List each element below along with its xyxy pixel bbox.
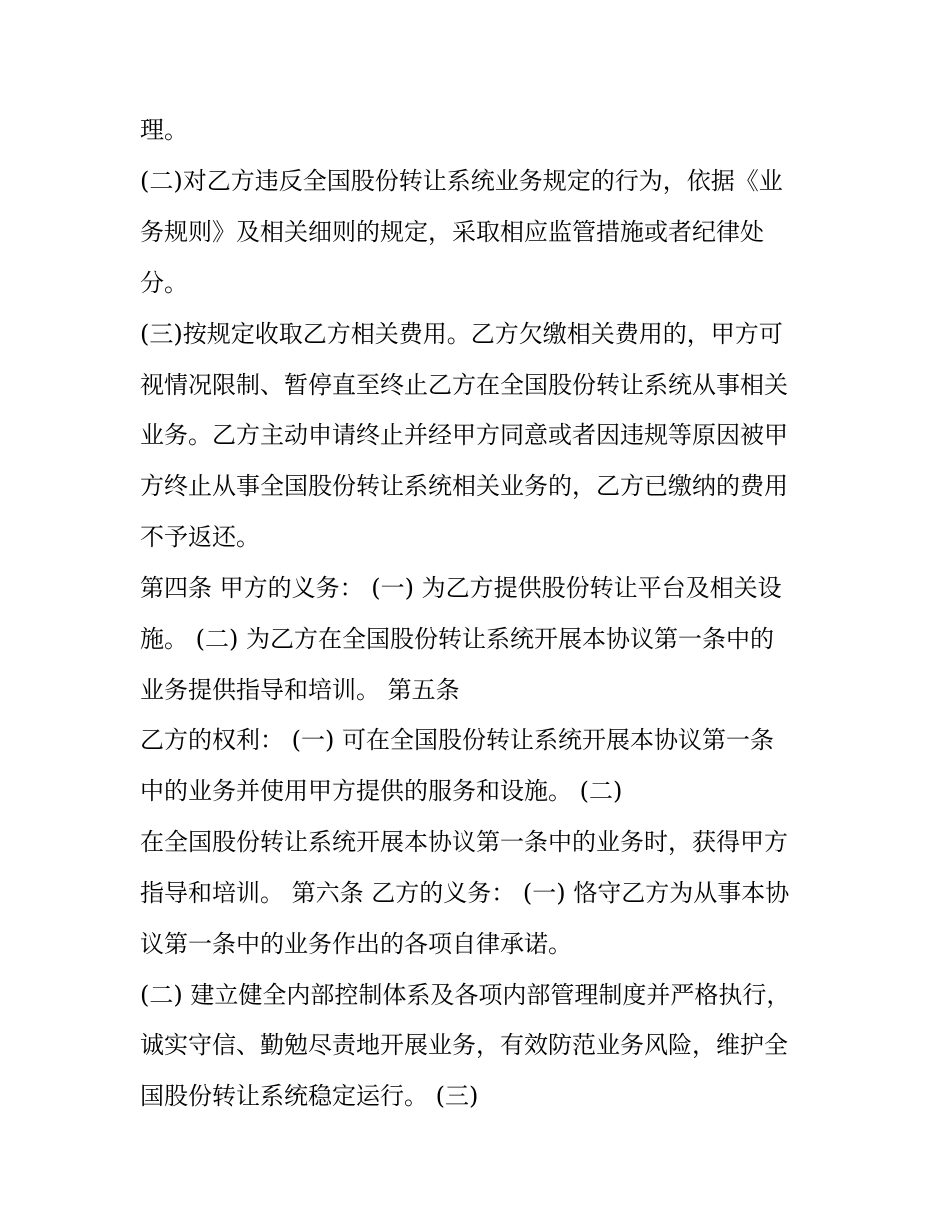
text-line: 业务。乙方主动申请终止并经甲方同意或者因违规等原因被甲 bbox=[140, 421, 788, 449]
text-line: 在全国股份转让系统开展本协议第一条中的业务时，获得甲方 bbox=[140, 828, 788, 856]
text-line: 不予返还。 bbox=[140, 523, 260, 551]
text-line: 国股份转让系统稳定运行。 (三) bbox=[140, 1082, 479, 1110]
text-line: (二)对乙方违反全国股份转让系统业务规定的行为，依据《业 bbox=[140, 167, 783, 195]
text-line: 施。 (二) 为乙方在全国股份转让系统开展本协议第一条中的 bbox=[140, 625, 774, 653]
text-line: 业务提供指导和培训。 第五条 bbox=[140, 676, 460, 704]
text-line: (二) 建立健全内部控制体系及各项内部管理制度并严格执行， bbox=[140, 981, 791, 1009]
text-line: 诚实守信、勤勉尽责地开展业务，有效防范业务风险，维护全 bbox=[140, 1031, 788, 1059]
text-line: 指导和培训。 第六条 乙方的义务： (一) 恪守乙方为从事本协 bbox=[140, 879, 790, 907]
text-line: 视情况限制、暂停直至终止乙方在全国股份转让系统从事相关 bbox=[140, 371, 788, 399]
text-line: 分。 bbox=[140, 269, 188, 297]
text-line: 议第一条中的业务作出的各项自律承诺。 bbox=[140, 930, 572, 958]
text-line: (三)按规定收取乙方相关费用。乙方欠缴相关费用的，甲方可 bbox=[140, 320, 783, 348]
text-line: 方终止从事全国股份转让系统相关业务的，乙方已缴纳的费用 bbox=[140, 472, 788, 500]
text-line: 中的业务并使用甲方提供的服务和设施。 (二) bbox=[140, 777, 623, 805]
text-line: 理。 bbox=[140, 116, 188, 144]
text-line: 第四条 甲方的义务： (一) 为乙方提供股份转让平台及相关设 bbox=[140, 574, 782, 602]
text-line: 务规则》及相关细则的规定，采取相应监管措施或者纪律处 bbox=[140, 218, 764, 246]
text-line: 乙方的权利： (一) 可在全国股份转让系统开展本协议第一条 bbox=[140, 726, 774, 754]
